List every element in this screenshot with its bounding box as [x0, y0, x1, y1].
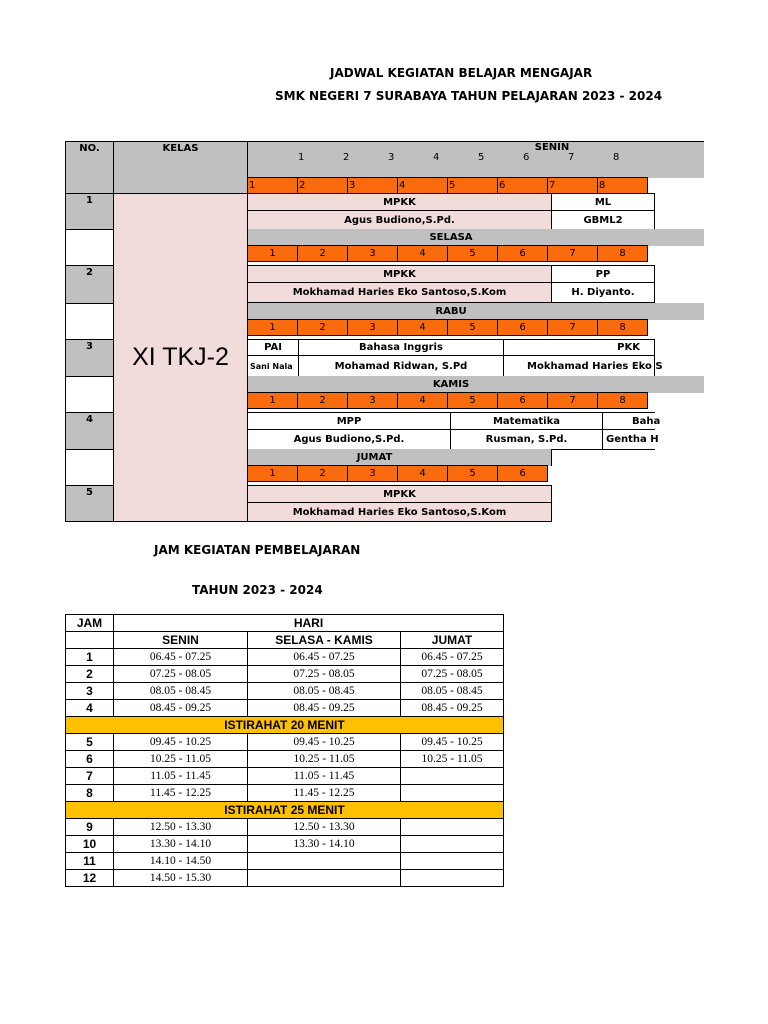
jumat-time: 08.05 - 08.45 [400, 682, 504, 700]
senin-time: 10.25 - 11.05 [113, 750, 248, 768]
period-cell: 5 [447, 245, 498, 262]
senin-period-number: 5 [478, 152, 485, 163]
selasa-kamis-time: 13.30 - 14.10 [247, 835, 401, 853]
day-selasa: SELASA [429, 232, 473, 243]
jam-year: TAHUN 2023 - 2024 [192, 583, 323, 597]
period-cell: 4 [397, 245, 448, 262]
jam-header-blank [65, 631, 114, 649]
period-cell: 6 [497, 319, 548, 336]
period-cell: 4 [397, 465, 448, 482]
hari-header: HARI [113, 614, 504, 632]
jam-number: 8 [65, 784, 114, 802]
senin-time: 14.10 - 14.50 [113, 852, 248, 870]
r4-teacher-3: Gentha H [602, 429, 655, 450]
selasa-kamis-time: 11.05 - 11.45 [247, 767, 401, 785]
senin-time: 14.50 - 15.30 [113, 869, 248, 887]
period-cell: 3 [347, 392, 398, 409]
senin-periods [247, 177, 648, 194]
senin-period-numbers [247, 152, 667, 166]
jumat-time: 06.45 - 07.25 [400, 648, 504, 666]
day-kamis: KAMIS [432, 379, 470, 390]
r3-subject-1: PAI [247, 339, 299, 356]
r3-subject-2: Bahasa Inggris [298, 339, 504, 356]
jam-number: 1 [65, 648, 114, 666]
jumat-time [400, 818, 504, 836]
period-cell: 6 [497, 465, 548, 482]
period-cell: 6 [497, 245, 548, 262]
rabu-periods [247, 319, 648, 336]
senin-time: 12.50 - 13.30 [113, 818, 248, 836]
senin-time: 07.25 - 08.05 [113, 665, 248, 683]
senin-time: 08.05 - 08.45 [113, 682, 248, 700]
r2-teacher-2: H. Diyanto. [551, 282, 655, 303]
period-cell: 8 [597, 392, 648, 409]
break-row: ISTIRAHAT 20 MENIT [65, 716, 504, 734]
senin-period-number: 8 [613, 152, 620, 163]
r2-subject-1: MPKK [247, 265, 552, 283]
senin-period-number: 2 [343, 152, 350, 163]
jumat-time: 10.25 - 11.05 [400, 750, 504, 768]
r1-teacher-2: GBML2 [551, 210, 655, 230]
period-cell: 3 [347, 319, 398, 336]
jam-header: JAM [65, 614, 114, 632]
jam-number: 5 [65, 733, 114, 751]
selasa-kamis-time [247, 852, 401, 870]
period-cell: 8 [597, 319, 648, 336]
r5-teacher-1: Mokhamad Haries Eko Santoso,S.Kom [247, 502, 552, 522]
period-cell: 5 [447, 465, 498, 482]
jam-number: 10 [65, 835, 114, 853]
jumat-time [400, 767, 504, 785]
period-cell: 6 [497, 177, 548, 194]
jam-title: JAM KEGIATAN PEMBELAJARAN [154, 543, 361, 557]
jumat-time [400, 869, 504, 887]
period-cell: 2 [297, 245, 348, 262]
selasa-kamis-time: 09.45 - 10.25 [247, 733, 401, 751]
doc-title-line2: SMK NEGERI 7 SURABAYA TAHUN PELAJARAN 2023 - 2024 [275, 89, 663, 103]
senin-period-number: 1 [298, 152, 305, 163]
period-cell: 7 [547, 392, 598, 409]
jam-number: 12 [65, 869, 114, 887]
jam-number: 9 [65, 818, 114, 836]
period-cell: 5 [447, 319, 498, 336]
jam-number: 4 [65, 699, 114, 717]
day-senin: SENIN [534, 141, 570, 153]
day-kamis-bar [247, 376, 704, 393]
r4-teacher-2: Rusman, S.Pd. [450, 429, 603, 450]
period-cell: 2 [297, 319, 348, 336]
r3-teacher-2: Mohamad Ridwan, S.Pd [298, 355, 504, 377]
day-jumat: JUMAT [356, 452, 393, 463]
period-cell: 8 [597, 177, 648, 194]
jam-number: 3 [65, 682, 114, 700]
r1-subject-1: MPKK [247, 193, 552, 211]
period-cell: 6 [497, 392, 548, 409]
r5-subject-1: MPKK [247, 485, 552, 503]
day-selasa-bar [247, 229, 704, 246]
period-cell: 1 [247, 392, 298, 409]
jumat-time: 09.45 - 10.25 [400, 733, 504, 751]
senin-period-number: 4 [433, 152, 440, 163]
period-cell: 2 [297, 177, 348, 194]
period-cell: 7 [547, 245, 598, 262]
jam-number: 2 [65, 665, 114, 683]
selasa-kamis-time: 10.25 - 11.05 [247, 750, 401, 768]
selasa-kamis-time: 08.05 - 08.45 [247, 682, 401, 700]
row-no-3: 3 [65, 339, 114, 377]
period-cell: 1 [247, 465, 298, 482]
r3-subject-3: PKK [503, 339, 655, 356]
row-spacer-3 [65, 376, 114, 413]
senin-period-number: 6 [523, 152, 530, 163]
row-no-5: 5 [65, 485, 114, 522]
kamis-periods [247, 392, 648, 409]
row-no-2: 2 [65, 265, 114, 304]
jumat-time [400, 835, 504, 853]
senin-time: 09.45 - 10.25 [113, 733, 248, 751]
row-spacer-4 [65, 449, 114, 486]
r2-subject-2: PP [551, 265, 655, 283]
period-cell: 7 [547, 177, 598, 194]
period-cell: 4 [397, 319, 448, 336]
r2-teacher-1: Mokhamad Haries Eko Santoso,S.Kom [247, 282, 552, 303]
jumat-time: 08.45 - 09.25 [400, 699, 504, 717]
senin-period-number: 7 [568, 152, 575, 163]
jumat-time [400, 852, 504, 870]
period-cell: 2 [297, 465, 348, 482]
period-cell: 5 [447, 392, 498, 409]
period-cell: 1 [247, 245, 298, 262]
period-cell: 3 [347, 177, 398, 194]
day-rabu: RABU [435, 306, 467, 317]
period-cell: 1 [247, 319, 298, 336]
jumat-time [400, 784, 504, 802]
jam-table [65, 614, 504, 893]
col-no-header: NO. [65, 141, 114, 194]
class-name: XI TKJ-2 [113, 193, 248, 522]
senin-time: 08.45 - 09.25 [113, 699, 248, 717]
jumat-periods [247, 465, 548, 482]
period-cell: 4 [397, 177, 448, 194]
row-spacer-1 [65, 229, 114, 266]
period-cell: 2 [297, 392, 348, 409]
period-cell: 7 [547, 319, 598, 336]
senin-time: 11.05 - 11.45 [113, 767, 248, 785]
senin-time: 06.45 - 07.25 [113, 648, 248, 666]
period-cell: 3 [347, 245, 398, 262]
day-rabu-bar [247, 303, 704, 320]
selasa-kamis-time: 08.45 - 09.25 [247, 699, 401, 717]
row-no-1: 1 [65, 193, 114, 230]
selasa-kamis-time [247, 869, 401, 887]
day-jumat-bar [247, 449, 552, 466]
r4-subject-2: Matematika [450, 412, 603, 430]
period-cell: 1 [247, 177, 298, 194]
col-kelas-header: KELAS [113, 141, 248, 194]
r3-teacher-1: Sani Nala [247, 355, 299, 377]
selasa-kamis-header: SELASA - KAMIS [247, 631, 401, 649]
selasa-kamis-time: 07.25 - 08.05 [247, 665, 401, 683]
senin-time: 13.30 - 14.10 [113, 835, 248, 853]
doc-title-line1: JADWAL KEGIATAN BELAJAR MENGAJAR [330, 66, 593, 80]
period-cell: 8 [597, 245, 648, 262]
r4-subject-3: Baha [602, 412, 655, 430]
selasa-periods [247, 245, 648, 262]
r3-teacher-3: Mokhamad Haries Eko S [503, 355, 655, 377]
r1-subject-2: ML [551, 193, 655, 211]
jam-number: 6 [65, 750, 114, 768]
senin-period-number: 3 [388, 152, 395, 163]
jam-number: 11 [65, 852, 114, 870]
r4-subject-1: MPP [247, 412, 451, 430]
row-spacer-2 [65, 303, 114, 340]
selasa-kamis-time: 11.45 - 12.25 [247, 784, 401, 802]
break-row: ISTIRAHAT 25 MENIT [65, 801, 504, 819]
row-no-4: 4 [65, 412, 114, 450]
jam-number: 7 [65, 767, 114, 785]
period-cell: 3 [347, 465, 398, 482]
period-cell: 5 [447, 177, 498, 194]
senin-time: 11.45 - 12.25 [113, 784, 248, 802]
r4-teacher-1: Agus Budiono,S.Pd. [247, 429, 451, 450]
selasa-kamis-time: 06.45 - 07.25 [247, 648, 401, 666]
r1-teacher-1: Agus Budiono,S.Pd. [247, 210, 552, 230]
period-cell: 4 [397, 392, 448, 409]
jumat-time: 07.25 - 08.05 [400, 665, 504, 683]
senin-header: SENIN [113, 631, 248, 649]
jumat-header: JUMAT [400, 631, 504, 649]
selasa-kamis-time: 12.50 - 13.30 [247, 818, 401, 836]
